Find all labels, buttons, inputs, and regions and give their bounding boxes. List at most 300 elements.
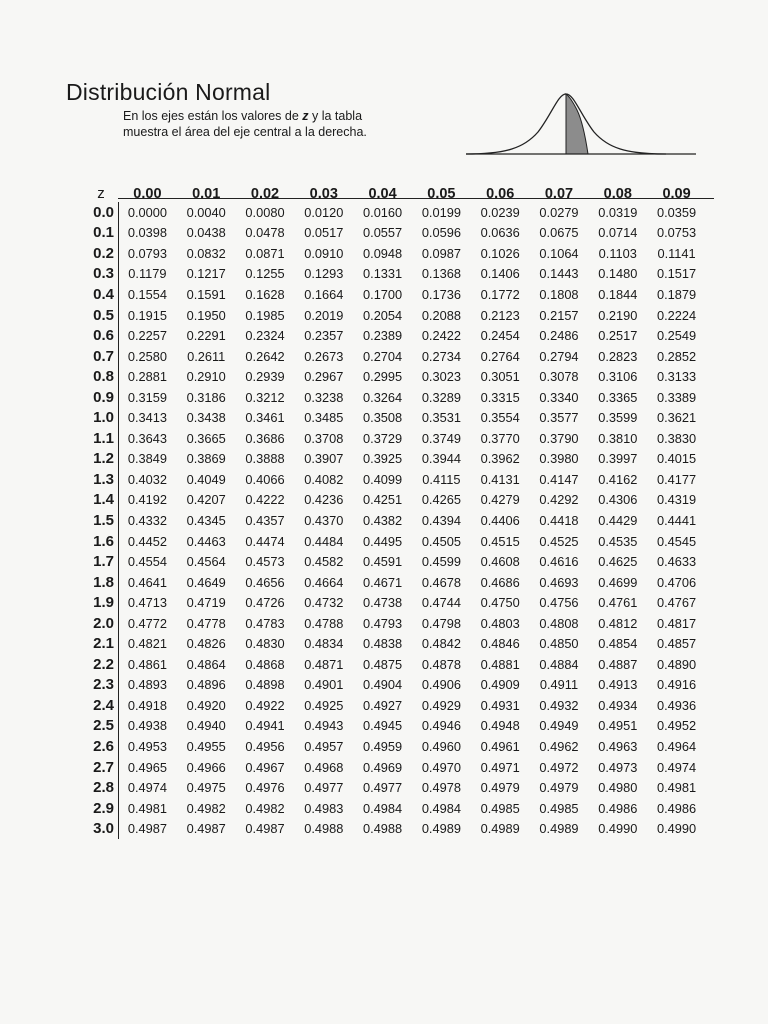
row-z-label: 2.5 — [93, 717, 114, 735]
table-cell: 0.4406 — [480, 512, 520, 528]
table-cell: 0.4969 — [363, 759, 403, 775]
row-z-label: 1.9 — [93, 594, 114, 612]
table-cell: 0.4981 — [657, 780, 697, 796]
table-cell: 0.3315 — [480, 389, 520, 405]
table-cell: 0.4927 — [363, 697, 403, 713]
table-cell: 0.4970 — [421, 759, 461, 775]
table-cell: 0.4987 — [245, 821, 285, 837]
table-cell: 0.1915 — [127, 307, 167, 323]
table-cell: 0.1141 — [657, 245, 696, 261]
table-cell: 0.0000 — [127, 204, 167, 220]
table-cell: 0.2852 — [657, 348, 697, 364]
table-cell: 0.4960 — [421, 738, 461, 754]
table-row — [84, 633, 714, 654]
table-cell: 0.4979 — [480, 780, 520, 796]
table-cell: 0.1950 — [186, 307, 226, 323]
table-cell: 0.2257 — [127, 328, 167, 344]
table-cell: 0.3810 — [598, 430, 638, 446]
table-cell: 0.4987 — [186, 821, 226, 837]
table-cell: 0.1480 — [598, 266, 638, 282]
table-cell: 0.4732 — [304, 595, 344, 611]
table-cell: 0.4898 — [245, 677, 285, 693]
table-cell: 0.3051 — [480, 369, 520, 385]
table-cell: 0.4082 — [304, 471, 344, 487]
table-cell: 0.0987 — [421, 245, 461, 261]
table-cell: 0.4292 — [539, 492, 579, 508]
row-z-label: 0.8 — [93, 368, 114, 386]
table-cell: 0.4884 — [539, 656, 579, 672]
table-row — [84, 716, 714, 737]
table-cell: 0.3186 — [186, 389, 226, 405]
table-cell: 0.3264 — [363, 389, 403, 405]
table-cell: 0.4370 — [304, 512, 344, 528]
table-cell: 0.1064 — [539, 245, 579, 261]
table-cell: 0.4986 — [598, 800, 638, 816]
table-cell: 0.4911 — [539, 677, 579, 693]
table-cell: 0.4875 — [363, 656, 403, 672]
table-cell: 0.4985 — [480, 800, 520, 816]
table-cell: 0.2939 — [245, 369, 285, 385]
table-cell: 0.2580 — [127, 348, 167, 364]
table-cell: 0.3830 — [657, 430, 697, 446]
table-cell: 0.4973 — [598, 759, 638, 775]
table-row — [84, 818, 714, 839]
table-cell: 0.4842 — [421, 636, 461, 652]
table-cell: 0.4564 — [186, 554, 226, 570]
table-cell: 0.4115 — [422, 471, 461, 487]
table-row — [84, 284, 714, 305]
table-cell: 0.2995 — [363, 369, 403, 385]
table-cell: 0.4236 — [304, 492, 344, 508]
row-z-label: 1.1 — [93, 429, 114, 447]
table-cell: 0.0753 — [657, 225, 697, 241]
table-cell: 0.4982 — [245, 800, 285, 816]
table-cell: 0.3665 — [186, 430, 226, 446]
table-cell: 0.4901 — [304, 677, 344, 693]
table-cell: 0.4192 — [127, 492, 167, 508]
table-cell: 0.4750 — [480, 595, 520, 611]
table-cell: 0.4990 — [598, 821, 638, 837]
row-z-label: 2.2 — [93, 655, 114, 673]
table-cell: 0.4989 — [539, 821, 579, 837]
table-cell: 0.4429 — [598, 512, 638, 528]
table-cell: 0.4788 — [304, 615, 344, 631]
table-cell: 0.2088 — [421, 307, 461, 323]
table-cell: 0.0279 — [539, 204, 579, 220]
table-cell: 0.4719 — [186, 595, 226, 611]
table-cell: 0.4131 — [480, 471, 520, 487]
table-cell: 0.4896 — [186, 677, 226, 693]
column-header: 0.08 — [603, 186, 632, 202]
table-cell: 0.0596 — [421, 225, 461, 241]
row-z-label: 0.2 — [93, 244, 114, 262]
table-cell: 0.4015 — [657, 451, 697, 467]
table-cell: 0.4744 — [421, 595, 461, 611]
table-cell: 0.2291 — [186, 328, 226, 344]
table-cell: 0.4974 — [127, 780, 167, 796]
table-cell: 0.4943 — [304, 718, 344, 734]
table-cell: 0.4963 — [598, 738, 638, 754]
table-row — [84, 777, 714, 798]
table-cell: 0.3770 — [480, 430, 520, 446]
table-cell: 0.4664 — [304, 574, 344, 590]
table-cell: 0.4966 — [186, 759, 226, 775]
table-cell: 0.4878 — [421, 656, 461, 672]
table-cell: 0.3508 — [363, 410, 403, 426]
table-cell: 0.4932 — [539, 697, 579, 713]
row-z-label: 0.6 — [93, 327, 114, 345]
table-cell: 0.4871 — [304, 656, 344, 672]
table-cell: 0.4633 — [657, 554, 697, 570]
table-cell: 0.4976 — [245, 780, 285, 796]
table-cell: 0.0040 — [186, 204, 226, 220]
table-cell: 0.4678 — [421, 574, 461, 590]
table-cell: 0.2881 — [127, 369, 167, 385]
table-cell: 0.4922 — [245, 697, 285, 713]
table-cell: 0.2357 — [304, 328, 344, 344]
table-cell: 0.4984 — [421, 800, 461, 816]
table-row — [84, 510, 714, 531]
row-z-label: 1.4 — [93, 491, 114, 509]
table-cell: 0.4918 — [127, 697, 167, 713]
table-cell: 0.4803 — [480, 615, 520, 631]
table-row — [84, 798, 714, 819]
table-cell: 0.1879 — [657, 286, 697, 302]
normal-curve-diagram — [466, 88, 702, 160]
table-cell: 0.4955 — [186, 738, 226, 754]
table-cell: 0.4972 — [539, 759, 579, 775]
column-header: 0.06 — [486, 186, 515, 202]
table-row — [84, 551, 714, 572]
table-cell: 0.3133 — [657, 369, 697, 385]
table-cell: 0.0319 — [598, 204, 638, 220]
table-row — [84, 407, 714, 428]
table-cell: 0.4940 — [186, 718, 226, 734]
table-cell: 0.4857 — [657, 636, 697, 652]
table-cell: 0.4207 — [186, 492, 226, 508]
description — [123, 108, 367, 140]
row-z-label: 1.0 — [93, 409, 114, 427]
table-row — [84, 531, 714, 552]
table-cell: 0.3485 — [304, 410, 344, 426]
table-cell: 0.4984 — [363, 800, 403, 816]
table-cell: 0.1844 — [598, 286, 638, 302]
table-cell: 0.4830 — [245, 636, 285, 652]
table-cell: 0.4608 — [480, 554, 520, 570]
table-cell: 0.4099 — [363, 471, 403, 487]
row-z-label: 2.6 — [93, 737, 114, 755]
row-z-label: 0.3 — [93, 265, 114, 283]
table-cell: 0.0871 — [245, 245, 285, 261]
table-cell: 0.0398 — [127, 225, 167, 241]
table-cell: 0.4147 — [539, 471, 579, 487]
table-cell: 0.4989 — [421, 821, 461, 837]
table-cell: 0.4783 — [245, 615, 285, 631]
table-cell: 0.4591 — [363, 554, 403, 570]
table-cell: 0.0910 — [304, 245, 344, 261]
row-z-label: 2.8 — [93, 779, 114, 797]
table-cell: 0.1255 — [245, 266, 285, 282]
table-cell: 0.4951 — [598, 718, 638, 734]
table-cell: 0.4515 — [480, 533, 520, 549]
table-cell: 0.2967 — [304, 369, 344, 385]
table-cell: 0.3962 — [480, 451, 520, 467]
table-cell: 0.1772 — [480, 286, 520, 302]
table-cell: 0.0948 — [363, 245, 403, 261]
table-cell: 0.0517 — [304, 225, 344, 241]
table-cell: 0.4964 — [657, 738, 697, 754]
table-cell: 0.4671 — [363, 574, 403, 590]
table-cell: 0.4854 — [598, 636, 638, 652]
table-cell: 0.4306 — [598, 492, 638, 508]
table-cell: 0.4890 — [657, 656, 697, 672]
table-cell: 0.4834 — [304, 636, 344, 652]
table-cell: 0.3461 — [245, 410, 285, 426]
table-cell: 0.4981 — [127, 800, 167, 816]
table-cell: 0.0080 — [245, 204, 285, 220]
table-cell: 0.4864 — [186, 656, 226, 672]
table-cell: 0.4965 — [127, 759, 167, 775]
table-cell: 0.4959 — [363, 738, 403, 754]
table-cell: 0.3907 — [304, 451, 344, 467]
row-z-label: 2.3 — [93, 676, 114, 694]
table-cell: 0.4382 — [363, 512, 403, 528]
table-cell: 0.4968 — [304, 759, 344, 775]
table-cell: 0.4756 — [539, 595, 579, 611]
table-cell: 0.4441 — [657, 512, 697, 528]
table-cell: 0.4418 — [539, 512, 579, 528]
column-header: 0.03 — [309, 186, 338, 202]
table-cell: 0.1664 — [304, 286, 344, 302]
table-cell: 0.3643 — [127, 430, 167, 446]
table-cell: 0.1293 — [304, 266, 344, 282]
z-table — [84, 176, 714, 839]
table-cell: 0.1179 — [128, 266, 167, 282]
table-cell: 0.4988 — [304, 821, 344, 837]
table-row — [84, 428, 714, 449]
table-cell: 0.4357 — [245, 512, 285, 528]
table-cell: 0.0199 — [421, 204, 461, 220]
row-z-label: 0.1 — [93, 224, 114, 242]
table-cell: 0.4474 — [245, 533, 285, 549]
table-cell: 0.4909 — [480, 677, 520, 693]
description-text-end: y la tabla — [308, 109, 363, 123]
row-z-label: 1.3 — [93, 470, 114, 488]
table-cell: 0.2157 — [539, 307, 579, 323]
table-cell: 0.1985 — [245, 307, 285, 323]
table-cell: 0.0438 — [186, 225, 226, 241]
table-cell: 0.4625 — [598, 554, 638, 570]
table-cell: 0.0478 — [245, 225, 285, 241]
table-cell: 0.0160 — [363, 204, 403, 220]
table-cell: 0.3869 — [186, 451, 226, 467]
table-cell: 0.4452 — [127, 533, 167, 549]
row-z-label: 1.6 — [93, 532, 114, 550]
table-cell: 0.3888 — [245, 451, 285, 467]
table-cell: 0.1517 — [657, 266, 697, 282]
column-header: 0.02 — [250, 186, 280, 202]
table-cell: 0.3749 — [421, 430, 461, 446]
table-row — [84, 449, 714, 470]
page-title: Distribución Normal — [66, 79, 271, 105]
table-cell: 0.4599 — [421, 554, 461, 570]
row-z-label: 2.0 — [93, 614, 114, 632]
table-cell: 0.2486 — [539, 328, 579, 344]
table-cell: 0.0239 — [480, 204, 520, 220]
table-cell: 0.4906 — [421, 677, 461, 693]
table-row — [84, 654, 714, 675]
table-cell: 0.4929 — [421, 697, 461, 713]
table-cell: 0.2019 — [304, 307, 344, 323]
table-cell: 0.0793 — [127, 245, 167, 261]
table-cell: 0.4987 — [127, 821, 167, 837]
table-cell: 0.4967 — [245, 759, 285, 775]
table-cell: 0.0675 — [539, 225, 579, 241]
table-cell: 0.3159 — [127, 389, 167, 405]
table-cell: 0.4525 — [539, 533, 579, 549]
table-cell: 0.0832 — [186, 245, 226, 261]
table-cell: 0.3238 — [304, 389, 344, 405]
table-cell: 0.3212 — [245, 389, 285, 405]
table-cell: 0.3925 — [363, 451, 403, 467]
table-row — [84, 202, 714, 223]
table-cell: 0.4916 — [657, 677, 697, 693]
table-cell: 0.2422 — [421, 328, 461, 344]
table-row — [84, 572, 714, 593]
column-header: 0.00 — [133, 186, 162, 202]
table-cell: 0.4162 — [598, 471, 638, 487]
table-cell: 0.4345 — [186, 512, 226, 528]
table-cell: 0.4463 — [186, 533, 226, 549]
table-cell: 0.2190 — [598, 307, 638, 323]
row-z-label: 1.8 — [93, 573, 114, 591]
table-cell: 0.2224 — [657, 307, 697, 323]
table-cell: 0.4265 — [421, 492, 461, 508]
table-cell: 0.2054 — [363, 307, 403, 323]
table-cell: 0.4983 — [304, 800, 344, 816]
table-cell: 0.3413 — [127, 410, 167, 426]
table-cell: 0.4938 — [127, 718, 167, 734]
table-cell: 0.0359 — [657, 204, 697, 220]
row-z-label: 1.5 — [93, 511, 114, 529]
table-cell: 0.4920 — [186, 697, 226, 713]
description-line-2: muestra el área del eje central a la derecha. — [123, 125, 367, 139]
table-cell: 0.4699 — [598, 574, 638, 590]
table-cell: 0.2324 — [245, 328, 285, 344]
row-z-label: 1.2 — [93, 450, 114, 468]
table-cell: 0.1368 — [421, 266, 461, 282]
table-row — [84, 387, 714, 408]
table-cell: 0.4032 — [127, 471, 167, 487]
table-cell: 0.4778 — [186, 615, 226, 631]
table-cell: 0.4971 — [480, 759, 520, 775]
table-cell: 0.1736 — [421, 286, 461, 302]
table-cell: 0.3577 — [539, 410, 579, 426]
table-cell: 0.3980 — [539, 451, 579, 467]
table-cell: 0.4956 — [245, 738, 285, 754]
table-cell: 0.2642 — [245, 348, 285, 364]
table-cell: 0.1628 — [245, 286, 285, 302]
row-z-label: 3.0 — [93, 820, 114, 838]
description-line-1 — [123, 108, 367, 124]
table-cell: 0.4582 — [304, 554, 344, 570]
table-cell: 0.3078 — [539, 369, 579, 385]
column-header: 0.04 — [368, 186, 397, 202]
table-cell: 0.4953 — [127, 738, 167, 754]
table-row — [84, 592, 714, 613]
table-cell: 0.3849 — [127, 451, 167, 467]
table-cell: 0.4982 — [186, 800, 226, 816]
table-cell: 0.4846 — [480, 636, 520, 652]
table-cell: 0.2764 — [480, 348, 520, 364]
table-cell: 0.4066 — [245, 471, 285, 487]
table-cell: 0.4861 — [127, 656, 167, 672]
table-cell: 0.4767 — [657, 595, 697, 611]
table-cell: 0.2517 — [598, 328, 638, 344]
table-cell: 0.2910 — [186, 369, 226, 385]
table-cell: 0.4988 — [363, 821, 403, 837]
table-cell: 0.1808 — [539, 286, 579, 302]
row-z-label: 1.7 — [93, 553, 114, 571]
table-cell: 0.4826 — [186, 636, 226, 652]
table-cell: 0.4936 — [657, 697, 697, 713]
table-cell: 0.1026 — [480, 245, 520, 261]
table-cell: 0.4808 — [539, 615, 579, 631]
table-cell: 0.4505 — [421, 533, 461, 549]
table-cell: 0.4251 — [363, 492, 403, 508]
table-cell: 0.3531 — [421, 410, 461, 426]
table-cell: 0.4686 — [480, 574, 520, 590]
header-rule — [118, 198, 714, 199]
table-cell: 0.4904 — [363, 677, 403, 693]
table-cell: 0.3944 — [421, 451, 461, 467]
table-row — [84, 757, 714, 778]
table-cell: 0.0120 — [304, 204, 344, 220]
table-cell: 0.4941 — [245, 718, 285, 734]
table-cell: 0.3023 — [421, 369, 461, 385]
table-row — [84, 305, 714, 326]
table-cell: 0.4945 — [363, 718, 403, 734]
table-cell: 0.1331 — [363, 266, 403, 282]
table-row — [84, 695, 714, 716]
table-cell: 0.3365 — [598, 389, 638, 405]
table-cell: 0.4949 — [539, 718, 579, 734]
table-cell: 0.2549 — [657, 328, 697, 344]
row-z-label: 0.9 — [93, 388, 114, 406]
table-cell: 0.4616 — [539, 554, 579, 570]
table-cell: 0.3289 — [421, 389, 461, 405]
table-cell: 0.4554 — [127, 554, 167, 570]
table-row — [84, 243, 714, 264]
row-z-label: 0.0 — [93, 203, 114, 221]
column-header: 0.07 — [544, 186, 574, 202]
table-cell: 0.2734 — [421, 348, 461, 364]
table-cell: 0.4990 — [657, 821, 697, 837]
table-cell: 0.4177 — [657, 471, 697, 487]
table-cell: 0.4868 — [245, 656, 285, 672]
table-cell: 0.2823 — [598, 348, 638, 364]
row-z-label: 2.9 — [93, 799, 114, 817]
table-row — [84, 675, 714, 696]
table-cell: 0.2123 — [480, 307, 520, 323]
table-cell: 0.4934 — [598, 697, 638, 713]
table-cell: 0.4974 — [657, 759, 697, 775]
table-cell: 0.3729 — [363, 430, 403, 446]
description-text: En los ejes están los valores de — [123, 109, 303, 123]
table-cell: 0.4962 — [539, 738, 579, 754]
column-header: 0.09 — [662, 186, 691, 202]
table-cell: 0.3554 — [480, 410, 520, 426]
